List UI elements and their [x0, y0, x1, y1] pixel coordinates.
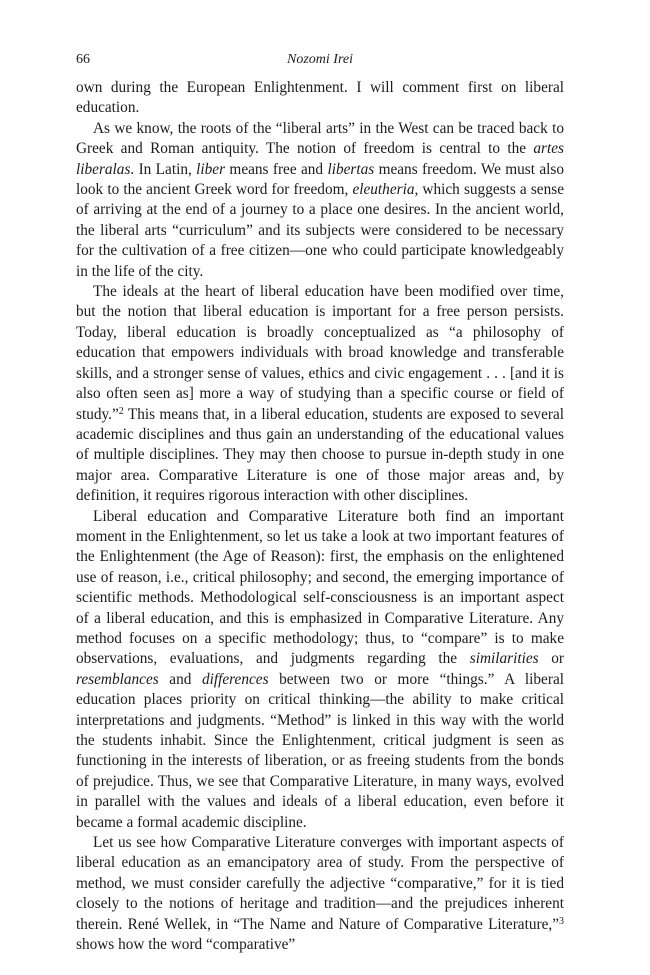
paragraph — [76, 119, 564, 282]
text-run: Liberal education and Comparative Literature both find an important moment in the Enlightenment, so let us take a look at two important features of the Enlightenment (the Age of Reason): first, the emphasis on the enlightened use of reason, i.e., critical philosophy; and second, the emerging importance of scientific methods. Methodological self-consciousness is an important aspect of a liberal education, and this is emphasized in Comparative Literature. Any method focuses on a specific methodology; thus, to “compare” is to make observations, evaluations, and judgments regarding the — [76, 507, 564, 668]
page-header — [76, 52, 564, 72]
italic-term: differences — [201, 670, 269, 688]
text-run: means free and — [225, 160, 328, 178]
text-run: or — [538, 650, 564, 668]
italic-term: resemblances — [76, 670, 159, 688]
text-run: means freedom. We must also look to the ancient Greek word for freedom, — [76, 160, 564, 199]
text-run: shows how the word “comparative” — [76, 936, 296, 954]
paragraph — [76, 282, 564, 506]
text-run: between two or more “things.” A liberal education places priority on critical thinking—the ability to make critical interpretations and judgments. “Method” is linked in this way with the world the students inhabit. Since the Enlightenment, critical judgment is seen as functioning in the interests of liberation, or as freeing students from the bonds of prejudice. Thus, we see that Comparative Literature, in many ways, evolved in parallel with the values and ideals of a liberal education, even before it became a formal academic discipline. — [76, 670, 564, 831]
italic-term: libertas — [327, 160, 375, 178]
footnote-marker: 3 — [559, 915, 564, 927]
body-text — [76, 78, 564, 955]
italic-term: artes liberalas — [76, 140, 564, 178]
running-head: Nozomi Irei — [287, 52, 353, 67]
text-run: . In Latin, — [130, 160, 197, 178]
text-run: own during the European Enlightenment. I will comment first on liberal education. — [76, 79, 564, 117]
italic-term: eleutheria, — [352, 181, 419, 199]
text-run: Let us see how Comparative Literature converges with important aspects of liberal education as an emancipatory area of study. From the perspective of method, we must consider carefully the adjective “comparative,” for it is tied closely to the notions of heritage and tradition—and the prejudices inherent therein. René Wellek, in “The Name and Nature of Comparative Literature,” — [76, 834, 564, 933]
footnote-marker: 2 — [118, 405, 124, 417]
text-run: The ideals at the heart of liberal education have been modified over time, but the notion that liberal education is important for a free person persists. Today, liberal education is broadly conceptualized as “a philosophy of education that empowers individuals with broad knowledge and transferable skills, and a stronger sense of values, ethics and civic engagement . . . [and it is also often seen as] more a way of studying than a specific course or field of study.” — [76, 283, 564, 423]
text-run: This means that, in a liberal education, students are exposed to several academic disciplines and thus gain an understanding of the educational values of multiple disciplines. They may then choose to pursue in-depth study in one major area. Comparative Literature is one of those major areas and, by definition, it requires rigorous interaction with other disciplines. — [76, 405, 564, 505]
paragraph — [76, 833, 564, 955]
page-number: 66 — [76, 52, 90, 67]
paragraph — [76, 78, 564, 119]
italic-term: liber — [196, 160, 226, 178]
italic-term: similarities — [469, 650, 539, 668]
text-run: As we know, the roots of the “liberal arts” in the West can be traced back to Greek and Roman antiquity. The notion of freedom is central to the — [76, 119, 564, 158]
text-run: and — [158, 670, 202, 688]
text-run: which suggests a sense of arriving at the end of a journey to a place one desires. In the ancient world, the liberal arts “curriculum” and its subjects were considered to be necessary for the cultivation of a free citizen—one who could participate knowledgeably in the life of the city. — [76, 181, 564, 280]
paragraph — [76, 507, 564, 834]
